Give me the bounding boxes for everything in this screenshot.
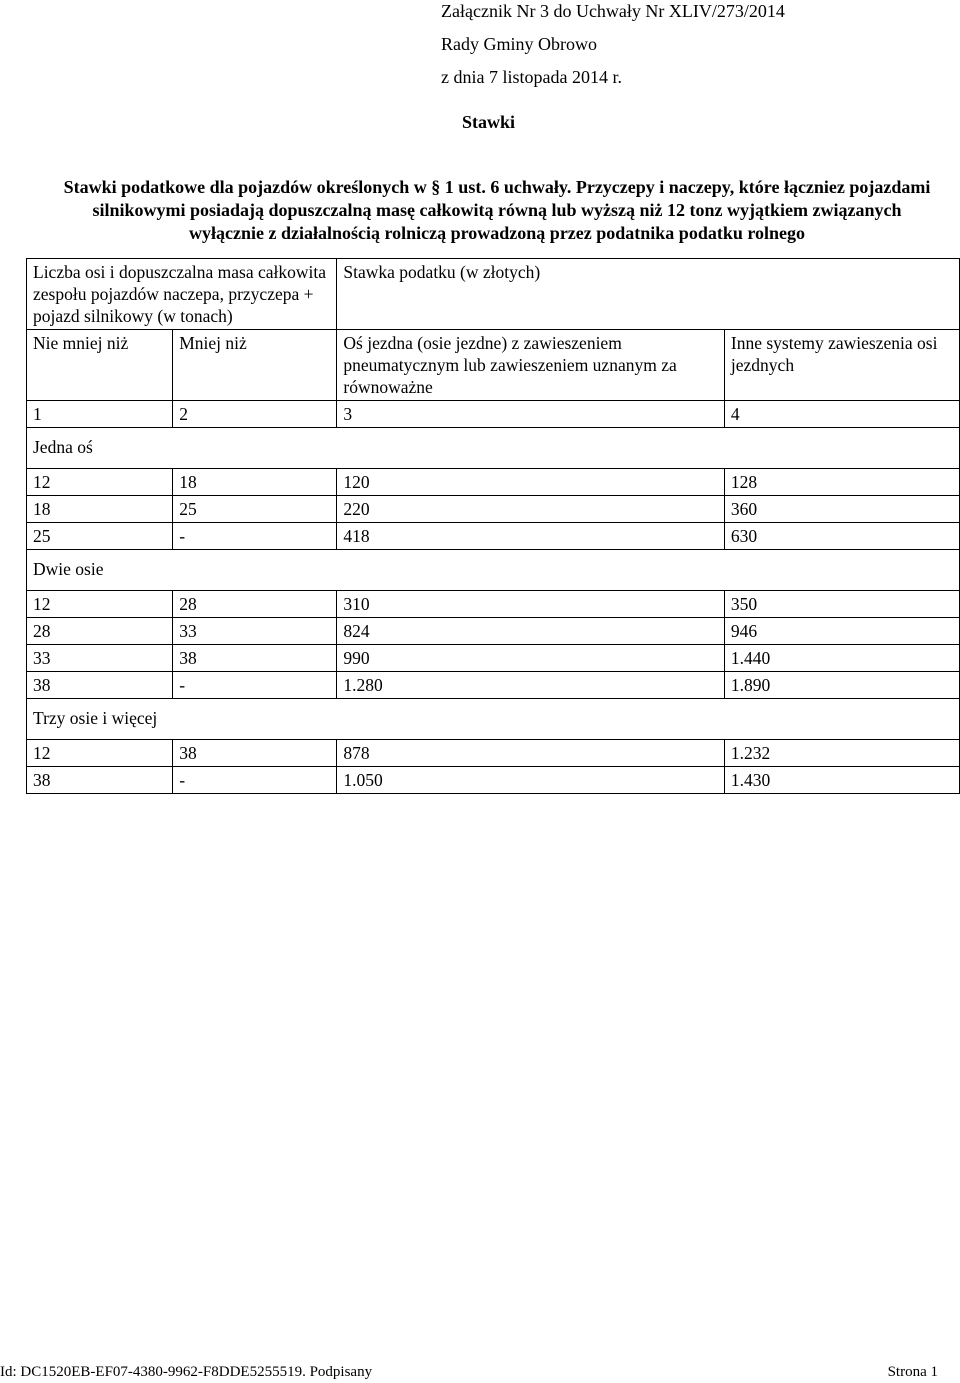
section-label-three-axles: Trzy osie i więcej (27, 699, 960, 740)
subheader-other: Inne systemy zawieszenia osi jezdnych (724, 330, 959, 401)
cell-other: 128 (724, 469, 959, 496)
rates-table (26, 258, 960, 794)
cell-other: 360 (724, 496, 959, 523)
intro-paragraph: Stawki podatkowe dla pojazdów określonych w § 1 ust. 6 uchwały. Przyczepy i naczepy, które łączniez pojazdami silnikowymi posiadają dopuszczalną masę całkowitą równą lub wyższą niż 12 tonz wyjątkiem związanych wyłącznie z działalnością rolniczą prowadzoną przez podatnika podatku rolnego (63, 177, 931, 243)
cell-pneumatic: 310 (337, 591, 725, 618)
cell-min: 12 (27, 591, 173, 618)
annex-line: Załącznik Nr 3 do Uchwały Nr XLIV/273/2014 (441, 1, 785, 21)
cell-min: 33 (27, 645, 173, 672)
table-row (27, 618, 960, 645)
cell-pneumatic: 1.280 (337, 672, 725, 699)
table-row (27, 740, 960, 767)
section-label-one-axle: Jedna oś (27, 428, 960, 469)
cell-pneumatic: 990 (337, 645, 725, 672)
column-number-row (27, 401, 960, 428)
cell-other: 1.430 (724, 767, 959, 794)
cell-pneumatic: 418 (337, 523, 725, 550)
cell-max: 18 (173, 469, 337, 496)
cell-other: 946 (724, 618, 959, 645)
cell-min: 18 (27, 496, 173, 523)
table-subheader-row (27, 330, 960, 401)
cell-min: 38 (27, 767, 173, 794)
section-row (27, 550, 960, 591)
cell-pneumatic: 824 (337, 618, 725, 645)
cell-min: 12 (27, 469, 173, 496)
subheader-max: Mniej niż (173, 330, 337, 401)
cell-other: 350 (724, 591, 959, 618)
table-row (27, 591, 960, 618)
cell-other: 1.440 (724, 645, 959, 672)
table-row (27, 523, 960, 550)
table-row (27, 767, 960, 794)
cell-pneumatic: 120 (337, 469, 725, 496)
cell-min: 12 (27, 740, 173, 767)
cell-max: 33 (173, 618, 337, 645)
cell-max: 38 (173, 740, 337, 767)
cell-other: 1.890 (724, 672, 959, 699)
header-axles-mass: Liczba osi i dopuszczalna masa całkowita zespołu pojazdów naczepa, przyczepa + pojazd silnikowy (w tonach) (27, 259, 337, 330)
section-row (27, 699, 960, 740)
cell-min: 28 (27, 618, 173, 645)
cell-other: 630 (724, 523, 959, 550)
cell-max: 28 (173, 591, 337, 618)
document-title: Stawki (462, 112, 516, 132)
date-line: z dnia 7 listopada 2014 r. (441, 67, 622, 87)
cell-max: 25 (173, 496, 337, 523)
section-row (27, 428, 960, 469)
cell-min: 25 (27, 523, 173, 550)
table-header-row (27, 259, 960, 330)
table-row (27, 496, 960, 523)
column-number: 2 (173, 401, 337, 428)
cell-max: - (173, 523, 337, 550)
header-tax-rate: Stawka podatku (w złotych) (337, 259, 960, 330)
document-id-footer: Id: DC1520EB-EF07-4380-9962-F8DDE5255519. Podpisany (0, 1364, 373, 1380)
column-number: 3 (337, 401, 725, 428)
cell-pneumatic: 1.050 (337, 767, 725, 794)
cell-max: 38 (173, 645, 337, 672)
cell-pneumatic: 220 (337, 496, 725, 523)
column-number: 1 (27, 401, 173, 428)
column-number: 4 (724, 401, 959, 428)
cell-min: 38 (27, 672, 173, 699)
table-row (27, 645, 960, 672)
cell-pneumatic: 878 (337, 740, 725, 767)
subheader-min: Nie mniej niż (27, 330, 173, 401)
council-line: Rady Gminy Obrowo (441, 34, 597, 54)
table-row (27, 469, 960, 496)
section-label-two-axles: Dwie osie (27, 550, 960, 591)
page-number: Strona 1 (887, 1364, 938, 1380)
subheader-pneumatic: Oś jezdna (osie jezdne) z zawieszeniem pneumatycznym lub zawieszeniem uznanym za równoważne (337, 330, 725, 401)
cell-max: - (173, 672, 337, 699)
table-row (27, 672, 960, 699)
cell-max: - (173, 767, 337, 794)
cell-other: 1.232 (724, 740, 959, 767)
